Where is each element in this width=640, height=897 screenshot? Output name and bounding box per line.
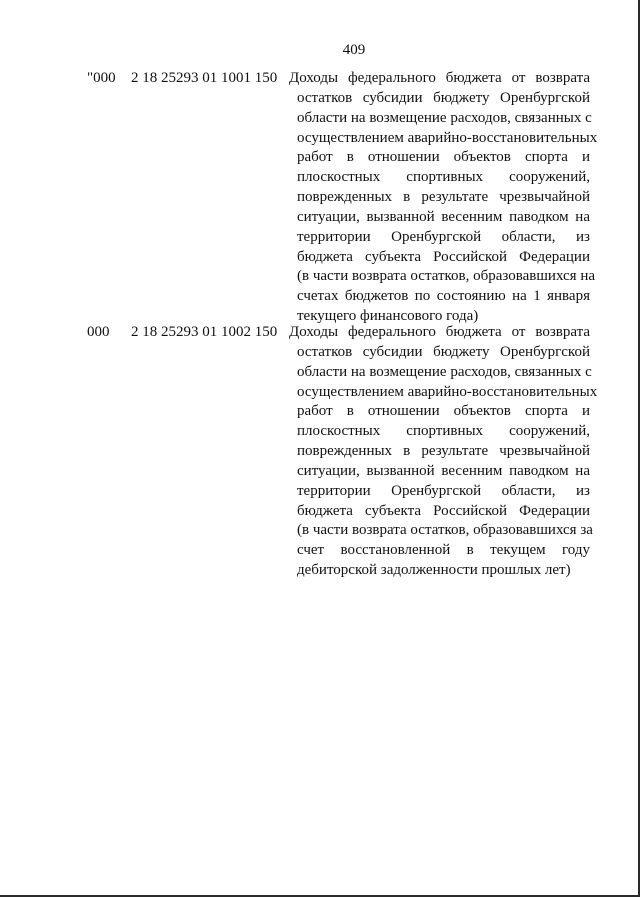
- description-line: области на возмещение расходов, связанных с: [297, 109, 592, 126]
- description-line: бюджета субъекта Российской Федерации: [297, 502, 590, 519]
- description-line: территории Оренбургской области, из: [297, 228, 590, 245]
- description-line: плоскостных спортивных сооружений,: [297, 169, 590, 186]
- entry-description: [289, 68, 598, 326]
- description-line: ситуации, вызванной весенним паводком на: [297, 208, 590, 225]
- description-line: счет восстановленной в текущем году: [297, 542, 590, 559]
- description-line: плоскостных спортивных сооружений,: [297, 423, 590, 440]
- description-line: остатков субсидии бюджету Оренбургской: [297, 89, 590, 106]
- description-line: поврежденных в результате чрезвычайной: [297, 443, 590, 460]
- description-line: Доходы федерального бюджета от возврата: [289, 70, 590, 86]
- admin-code: 000: [87, 324, 110, 340]
- description-line: области на возмещение расходов, связанных с: [297, 363, 592, 380]
- description-line: дебиторской задолженности прошлых лет): [297, 562, 571, 579]
- description-line: (в части возврата остатков, образовавшихся на: [297, 268, 596, 285]
- description-line: остатков субсидии бюджету Оренбургской: [297, 343, 590, 360]
- description-line: осуществлением аварийно-восстановительных: [297, 383, 598, 400]
- budget-classification-code: 2 18 25293 01 1002 150: [131, 324, 278, 340]
- entry-description: [289, 322, 598, 580]
- description-line: (в части возврата остатков, образовавшихся за: [297, 522, 593, 539]
- description-line: Доходы федерального бюджета от возврата: [289, 324, 590, 340]
- admin-code: "000: [87, 70, 116, 86]
- description-line: поврежденных в результате чрезвычайной: [297, 189, 590, 206]
- description-line: территории Оренбургской области, из: [297, 482, 590, 499]
- description-line: осуществлением аварийно-восстановительных: [297, 129, 598, 146]
- description-line: текущего финансового года): [297, 308, 479, 325]
- description-line: работ в отношении объектов спорта и: [297, 403, 590, 420]
- page-number: 409: [342, 42, 366, 58]
- description-line: счетах бюджетов по состоянию на 1 января: [297, 288, 590, 305]
- description-line: ситуации, вызванной весенним паводком на: [297, 462, 590, 479]
- description-line: работ в отношении объектов спорта и: [297, 149, 590, 166]
- budget-classification-code: 2 18 25293 01 1001 150: [131, 70, 278, 86]
- description-line: бюджета субъекта Российской Федерации: [297, 248, 590, 265]
